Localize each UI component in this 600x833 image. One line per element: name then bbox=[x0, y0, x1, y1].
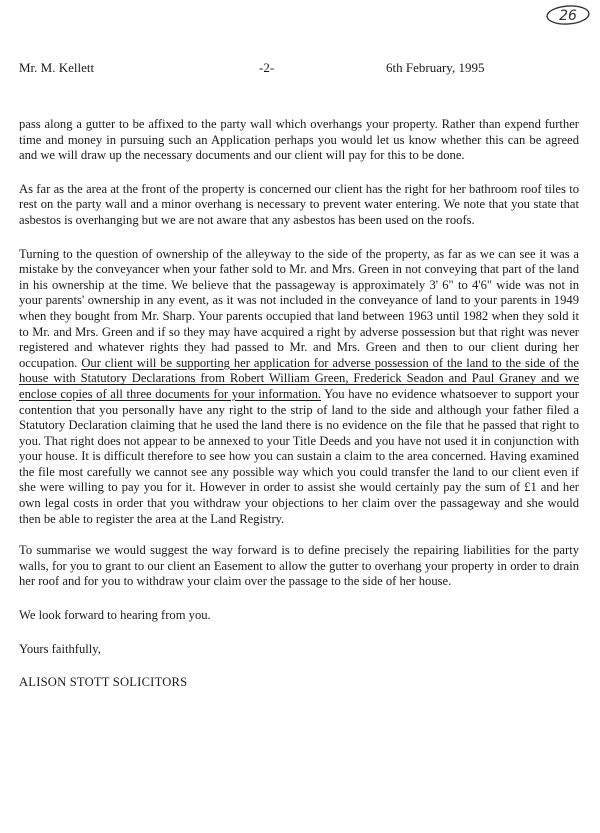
alleyway-text-part-1: Turning to the question of ownership of the alleyway to the side of the property, as far as we can see it was a mistake by the conveyancer when your father sold to Mr. and Mrs. Green in not conveying that part of the land in his ownership at the time. We believe that the passageway is approximately 3' 6" to 4'6" wide was not in your parents' ownership in any event, as it was not included in the conveyance of land to your parents in 1949 when they bought from Mr. Sharp. Your parents occupied that land between 1963 until 1982 when they sold it to Mr. and Mrs. Green and if so they may have acquired a right by adverse possession but that right was never registered and whatever rights they had passed to Mr. and Mrs. Green and then to our client during her occupation. bbox=[19, 246, 579, 370]
recipient-name: Mr. M. Kellett bbox=[19, 60, 95, 75]
letter-header bbox=[19, 60, 579, 78]
handwritten-page-number bbox=[545, 4, 591, 26]
alleyway-text-part-2: You have no evidence whatsoever to support your contention that you personally have any right to the strip of land to the side and although your father filed a Statutory Declaration claiming that he used the land there is no evidence on the file that he passed that right to you. That right does not appear to be annexed to your Title Deeds and you have not used it in conjunction with your house. It is difficult therefore to see how you can sustain a claim to the area concerned. Having examined the file most carefully we cannot see any possible way which you could transfer the land to our client even if she were willing to pay you for it. However in order to assist she would certainly pay the sum of £1 and her own legal costs in order that you withdraw your objections to her claim over the passageway and she would then be able to register the area at the Land Registry. bbox=[19, 386, 579, 526]
statutory-declarations-underlined: Our client will be supporting her application for adverse possession of the land to the side of the house with Statutory Declarations from Robert William Green, Frederick Seadon and Paul Graney and we enclose copies of all three documents for your information. bbox=[19, 355, 579, 401]
closing-salutation: Yours faithfully, bbox=[19, 641, 101, 656]
paragraph-look-forward: We look forward to hearing from you. bbox=[19, 608, 211, 623]
paragraph-summary: To summarise we would suggest the way forward is to define precisely the repairing liabilities for the party walls, for you to grant to our client an Easement to allow the gutter to overhang your property in order to drain her roof and for you to withdraw your claim over the passage to the side of her house. bbox=[19, 543, 579, 589]
paragraph-gutter: pass along a gutter to be affixed to the party wall which overhangs your property. Rather than expend further time and money in pursuing such an Application perhaps you would let us know whether this can be agreed and we will draw up the necessary documents and our client will pay for this to be done. bbox=[19, 117, 579, 163]
page-number: -2- bbox=[259, 60, 275, 75]
paragraph-front-area: As far as the area at the front of the property is concerned our client has the right for her bathroom roof tiles to rest on the party wall and a minor overhang is necessary to prevent water entering. We note that you state that asbestos is overhanging but we are not aware that any asbestos has been used on the roofs. bbox=[19, 181, 579, 227]
letter-date: 6th February, 1995 bbox=[386, 60, 485, 75]
paragraph-alleyway-ownership bbox=[19, 247, 579, 528]
handwritten-page-number-text: 26 bbox=[559, 8, 577, 24]
letter-body bbox=[19, 117, 579, 709]
firm-name: ALISON STOTT SOLICITORS bbox=[19, 675, 188, 690]
